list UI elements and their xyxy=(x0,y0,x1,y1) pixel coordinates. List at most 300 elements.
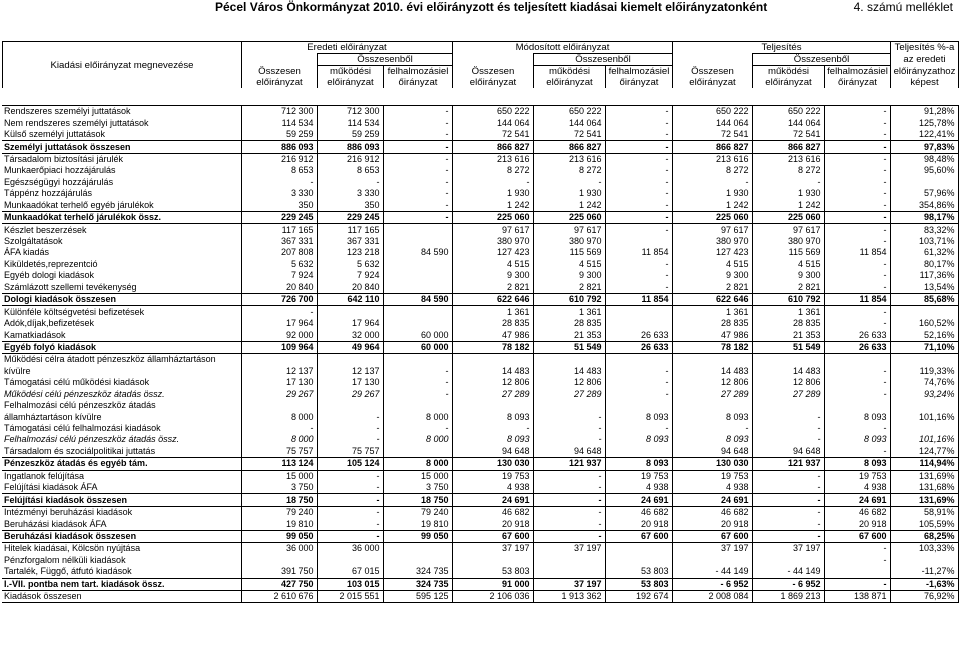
pct-of-original-cell: 83,32% xyxy=(890,224,958,236)
act-mukodesi-cell: - 6 952 xyxy=(752,578,824,590)
mod-felhalm-cell: - xyxy=(605,188,672,199)
mod-total-cell: 650 222 xyxy=(452,106,533,118)
header-total-3: Összesen xyxy=(673,66,753,78)
row-label-cell: Beruházási kiadások összesen xyxy=(2,530,241,542)
orig-felhalm-cell: 324 735 xyxy=(383,566,452,578)
orig-total-cell: 15 000 xyxy=(241,470,317,482)
mod-mukodesi-cell: - xyxy=(533,506,605,518)
pct-of-original-cell: 71,10% xyxy=(890,341,958,353)
mod-felhalm-cell: - xyxy=(605,423,672,434)
orig-total-cell: 59 259 xyxy=(241,129,317,141)
mod-mukodesi-cell: 37 197 xyxy=(533,578,605,590)
pct-of-original-cell: 131,69% xyxy=(890,470,958,482)
header-group-original: Eredeti előirányzat xyxy=(242,42,453,54)
act-felhalm-cell: 67 600 xyxy=(824,530,890,542)
pct-of-original-cell: 98,48% xyxy=(890,153,958,165)
mod-total-cell: 8 093 xyxy=(452,411,533,422)
table-row xyxy=(2,165,958,176)
orig-mukodesi-cell: 59 259 xyxy=(317,129,383,141)
table-row xyxy=(2,400,958,411)
header-mukodesi-3: működési xyxy=(753,66,825,78)
mod-total-cell: 8 272 xyxy=(452,165,533,176)
act-mukodesi-cell: 2 821 xyxy=(752,282,824,294)
orig-mukodesi-cell: 123 218 xyxy=(317,247,383,258)
orig-felhalm-cell xyxy=(383,270,452,281)
orig-total-cell: 75 757 xyxy=(241,446,317,458)
act-mukodesi-cell: 144 064 xyxy=(752,117,824,128)
mod-felhalm-cell: - xyxy=(605,224,672,236)
header-felhalm-3: felhalmozásiel xyxy=(825,66,891,78)
act-mukodesi-cell: 72 541 xyxy=(752,129,824,141)
act-mukodesi-cell: 9 300 xyxy=(752,270,824,281)
act-mukodesi-cell: 27 289 xyxy=(752,389,824,400)
mod-total-cell: - xyxy=(452,423,533,434)
act-mukodesi-cell: 1 361 xyxy=(752,306,824,318)
orig-felhalm-cell xyxy=(383,400,452,411)
mod-felhalm-cell xyxy=(605,446,672,458)
orig-felhalm-cell: 18 750 xyxy=(383,494,452,506)
pct-of-original-cell: 103,71% xyxy=(890,236,958,247)
mod-mukodesi-cell: 1 913 362 xyxy=(533,590,605,602)
table-row xyxy=(2,543,958,555)
orig-felhalm-cell: - xyxy=(383,211,452,223)
orig-felhalm-cell: - xyxy=(383,153,452,165)
mod-felhalm-cell: 46 682 xyxy=(605,506,672,518)
mod-total-cell: 1 930 xyxy=(452,188,533,199)
mod-total-cell: 866 827 xyxy=(452,141,533,153)
orig-felhalm-cell xyxy=(383,318,452,329)
mod-felhalm-cell: - xyxy=(605,377,672,388)
mod-total-cell: 14 483 xyxy=(452,366,533,377)
orig-total-cell: 29 267 xyxy=(241,389,317,400)
orig-total-cell: 99 050 xyxy=(241,530,317,542)
mod-mukodesi-cell: - xyxy=(533,518,605,530)
row-label-cell: Készlet beszerzések xyxy=(4,224,87,235)
orig-mukodesi-cell: - xyxy=(317,470,383,482)
orig-felhalm-cell: 19 810 xyxy=(383,518,452,530)
header-felhalm-3b: őirányzat xyxy=(825,77,891,88)
table-row xyxy=(2,282,958,294)
table-row xyxy=(2,590,958,602)
header-pct-3: előirányzathoz xyxy=(891,66,959,78)
orig-mukodesi-cell xyxy=(317,400,383,411)
table-row xyxy=(2,446,958,458)
row-label-cell: Hitelek kiadásai, Kölcsön nyújtása xyxy=(4,543,141,554)
mod-mukodesi-cell: 1 361 xyxy=(533,306,605,318)
orig-total-cell: 712 300 xyxy=(241,106,317,118)
orig-total-cell: - xyxy=(241,177,317,188)
row-label-cell: Külső személyi juttatások xyxy=(4,129,106,140)
mod-total-cell xyxy=(452,400,533,411)
orig-felhalm-cell xyxy=(383,282,452,294)
mod-total-cell: 213 616 xyxy=(452,153,533,165)
act-felhalm-cell: 19 753 xyxy=(824,470,890,482)
orig-mukodesi-cell: 20 840 xyxy=(317,282,383,294)
orig-felhalm-cell xyxy=(383,259,452,270)
act-felhalm-cell: - xyxy=(824,555,890,566)
act-total-cell: 19 753 xyxy=(672,470,752,482)
mod-mukodesi-cell: 14 483 xyxy=(533,366,605,377)
mod-total-cell: 1 242 xyxy=(452,200,533,212)
act-total-cell: 46 682 xyxy=(672,506,752,518)
orig-mukodesi-cell: 29 267 xyxy=(317,389,383,400)
act-felhalm-cell: - xyxy=(824,106,890,118)
mod-mukodesi-cell: 380 970 xyxy=(533,236,605,247)
orig-total-cell: 886 093 xyxy=(241,141,317,153)
header-felhalm-1: felhalmozásiel xyxy=(384,66,453,78)
mod-mukodesi-cell xyxy=(533,400,605,411)
orig-felhalm-cell: - xyxy=(383,389,452,400)
mod-mukodesi-cell: - xyxy=(533,411,605,422)
mod-felhalm-cell: 26 633 xyxy=(605,341,672,353)
act-felhalm-cell: 20 918 xyxy=(824,518,890,530)
table-row xyxy=(2,482,958,494)
orig-felhalm-cell: 8 000 xyxy=(383,458,452,470)
mod-mukodesi-cell: 213 616 xyxy=(533,153,605,165)
orig-total-cell: 5 632 xyxy=(241,259,317,270)
mod-felhalm-cell: - xyxy=(605,106,672,118)
row-label-cell: ÁFA kiadás xyxy=(4,247,50,258)
mod-mukodesi-cell: 51 549 xyxy=(533,341,605,353)
act-total-cell: 28 835 xyxy=(672,318,752,329)
mod-felhalm-cell: 8 093 xyxy=(605,434,672,445)
orig-total-cell xyxy=(241,400,317,411)
header-mukodesi-1b: előirányzat xyxy=(318,77,384,88)
act-total-cell: - 44 149 xyxy=(672,566,752,578)
orig-felhalm-cell: 60 000 xyxy=(383,341,452,353)
orig-mukodesi-cell: 7 924 xyxy=(317,270,383,281)
mod-total-cell: 2 106 036 xyxy=(452,590,533,602)
pct-of-original-cell: 131,68% xyxy=(890,482,958,494)
table-row xyxy=(2,506,958,518)
mod-felhalm-cell xyxy=(605,400,672,411)
orig-mukodesi-cell: 67 015 xyxy=(317,566,383,578)
mod-mukodesi-cell: 1 242 xyxy=(533,200,605,212)
orig-felhalm-cell xyxy=(383,354,452,366)
orig-mukodesi-cell xyxy=(317,555,383,566)
mod-felhalm-cell: - xyxy=(605,141,672,153)
header-total-1: Összesen xyxy=(242,66,318,78)
orig-mukodesi-cell: 36 000 xyxy=(317,543,383,555)
subtotal-row xyxy=(2,458,958,470)
pct-of-original-cell xyxy=(890,354,958,366)
row-label-cell: kívülre xyxy=(4,365,31,376)
pct-of-original-cell xyxy=(890,400,958,411)
row-label-cell: I.-VII. pontba nem tart. kiadások össz. xyxy=(2,578,241,590)
header-pct-2: az eredeti xyxy=(891,54,959,66)
pct-of-original-cell: -1,63% xyxy=(890,578,958,590)
header-pct-4: képest xyxy=(891,77,959,88)
orig-mukodesi-cell: - xyxy=(317,423,383,434)
mod-felhalm-cell: 53 803 xyxy=(605,578,672,590)
act-total-cell: 8 093 xyxy=(672,434,752,445)
table-row xyxy=(2,153,958,165)
table-row xyxy=(2,270,958,281)
act-felhalm-cell: - xyxy=(824,141,890,153)
pct-of-original-cell: 131,69% xyxy=(890,494,958,506)
act-total-cell: 1 361 xyxy=(672,306,752,318)
act-felhalm-cell: 26 633 xyxy=(824,329,890,341)
header-felhalm-2: felhalmozásiel xyxy=(606,66,673,78)
orig-felhalm-cell: 84 590 xyxy=(383,294,452,306)
pct-of-original-cell: 101,16% xyxy=(890,434,958,445)
subtotal-row xyxy=(2,341,958,353)
orig-total-cell: 7 924 xyxy=(241,270,317,281)
pct-of-original-cell: 125,78% xyxy=(890,117,958,128)
subtotal-row xyxy=(2,211,958,223)
orig-total-cell: 113 124 xyxy=(241,458,317,470)
mod-total-cell: 1 361 xyxy=(452,306,533,318)
act-total-cell: 130 030 xyxy=(672,458,752,470)
pct-of-original-cell: 119,33% xyxy=(890,366,958,377)
act-total-cell: 1 242 xyxy=(672,200,752,212)
act-felhalm-cell: - xyxy=(824,318,890,329)
act-felhalm-cell: - xyxy=(824,543,890,555)
mod-mukodesi-cell: - xyxy=(533,423,605,434)
row-label-cell: Dologi kiadások összesen xyxy=(2,294,241,306)
mod-total-cell xyxy=(452,555,533,566)
act-mukodesi-cell: 51 549 xyxy=(752,341,824,353)
act-mukodesi-cell: 21 353 xyxy=(752,329,824,341)
row-label-cell: Ingatlanok felújítása xyxy=(4,470,85,481)
pct-of-original-cell: 160,52% xyxy=(890,318,958,329)
row-label-cell: Kiküldetés,reprezentció xyxy=(4,258,98,269)
header-total-2: Összesen xyxy=(453,66,534,78)
row-label-cell: államháztartáson kívülre xyxy=(4,411,102,422)
row-label-cell: Beruházási kiadások ÁFA xyxy=(4,518,107,529)
orig-total-cell: 350 xyxy=(241,200,317,212)
act-total-cell: 24 691 xyxy=(672,494,752,506)
act-mukodesi-cell: 94 648 xyxy=(752,446,824,458)
orig-total-cell: 391 750 xyxy=(241,566,317,578)
header-name-col: Kiadási előirányzat megnevezése xyxy=(3,42,242,89)
act-total-cell: 2 008 084 xyxy=(672,590,752,602)
orig-mukodesi-cell: 12 137 xyxy=(317,366,383,377)
act-mukodesi-cell: - xyxy=(752,434,824,445)
mod-total-cell: 47 986 xyxy=(452,329,533,341)
orig-total-cell: 18 750 xyxy=(241,494,317,506)
act-total-cell: 12 806 xyxy=(672,377,752,388)
orig-felhalm-cell xyxy=(383,236,452,247)
mod-felhalm-cell: 8 093 xyxy=(605,458,672,470)
act-mukodesi-cell xyxy=(752,555,824,566)
orig-felhalm-cell: 8 000 xyxy=(383,434,452,445)
table-row xyxy=(2,318,958,329)
mod-total-cell: 622 646 xyxy=(452,294,533,306)
act-total-cell: 72 541 xyxy=(672,129,752,141)
mod-felhalm-cell xyxy=(605,555,672,566)
orig-total-cell xyxy=(241,354,317,366)
mod-mukodesi-cell xyxy=(533,555,605,566)
table-row xyxy=(2,555,958,566)
mod-total-cell: 20 918 xyxy=(452,518,533,530)
mod-mukodesi-cell: 1 930 xyxy=(533,188,605,199)
act-total-cell: 67 600 xyxy=(672,530,752,542)
header-mukodesi-3b: előirányzat xyxy=(753,77,825,88)
mod-mukodesi-cell: 115 569 xyxy=(533,247,605,258)
orig-mukodesi-cell: 367 331 xyxy=(317,236,383,247)
mod-mukodesi-cell: 8 272 xyxy=(533,165,605,176)
mod-mukodesi-cell: 866 827 xyxy=(533,141,605,153)
mod-mukodesi-cell: 121 937 xyxy=(533,458,605,470)
mod-mukodesi-cell: 2 821 xyxy=(533,282,605,294)
mod-mukodesi-cell: - xyxy=(533,434,605,445)
act-felhalm-cell: - xyxy=(824,165,890,176)
act-felhalm-cell: 24 691 xyxy=(824,494,890,506)
orig-felhalm-cell: - xyxy=(383,141,452,153)
row-label-cell: Pénzeszköz átadás és egyéb tám. xyxy=(2,458,241,470)
act-felhalm-cell: 8 093 xyxy=(824,458,890,470)
orig-total-cell: 79 240 xyxy=(241,506,317,518)
orig-total-cell: 20 840 xyxy=(241,282,317,294)
act-total-cell: 622 646 xyxy=(672,294,752,306)
table-row xyxy=(2,423,958,434)
table-row xyxy=(2,129,958,141)
subtotal-row xyxy=(2,530,958,542)
mod-felhalm-cell: 11 854 xyxy=(605,247,672,258)
orig-mukodesi-cell xyxy=(317,354,383,366)
mod-total-cell: 37 197 xyxy=(452,543,533,555)
subtotal-row xyxy=(2,578,958,590)
pct-of-original-cell: 124,77% xyxy=(890,446,958,458)
row-label-cell: Felújítási kiadások ÁFA xyxy=(4,482,98,493)
mod-felhalm-cell: - xyxy=(605,366,672,377)
pct-of-original-cell: 101,16% xyxy=(890,411,958,422)
act-felhalm-cell xyxy=(824,566,890,578)
act-total-cell xyxy=(672,555,752,566)
row-label-cell: Támogatási célú működési kiadások xyxy=(4,377,150,388)
pct-of-original-cell: 98,17% xyxy=(890,211,958,223)
orig-mukodesi-cell: 216 912 xyxy=(317,153,383,165)
act-mukodesi-cell: 14 483 xyxy=(752,366,824,377)
mod-total-cell: 144 064 xyxy=(452,117,533,128)
orig-mukodesi-cell: - xyxy=(317,494,383,506)
row-label-cell: Nem rendszeres személyi juttatások xyxy=(4,117,149,128)
orig-total-cell: 19 810 xyxy=(241,518,317,530)
orig-felhalm-cell xyxy=(383,306,452,318)
act-mukodesi-cell: 8 272 xyxy=(752,165,824,176)
header-group-modified: Módosított előirányzat xyxy=(453,42,673,54)
act-mukodesi-cell: 1 869 213 xyxy=(752,590,824,602)
act-felhalm-cell: 11 854 xyxy=(824,247,890,258)
mod-mukodesi-cell: 72 541 xyxy=(533,129,605,141)
orig-total-cell: 3 750 xyxy=(241,482,317,494)
act-felhalm-cell: - xyxy=(824,177,890,188)
mod-total-cell: 4 515 xyxy=(452,259,533,270)
act-felhalm-cell: - xyxy=(824,270,890,281)
orig-total-cell: 109 964 xyxy=(241,341,317,353)
mod-total-cell: 72 541 xyxy=(452,129,533,141)
table-row xyxy=(2,518,958,530)
orig-felhalm-cell: 8 000 xyxy=(383,411,452,422)
mod-mukodesi-cell: - xyxy=(533,494,605,506)
row-label-cell: Egészségügyi hozzájárulás xyxy=(4,176,114,187)
mod-total-cell: 24 691 xyxy=(452,494,533,506)
orig-total-cell: 92 000 xyxy=(241,329,317,341)
mod-felhalm-cell: - xyxy=(605,177,672,188)
orig-felhalm-cell xyxy=(383,543,452,555)
orig-mukodesi-cell: - xyxy=(317,518,383,530)
act-felhalm-cell: - xyxy=(824,282,890,294)
act-total-cell: 2 821 xyxy=(672,282,752,294)
row-label-cell: Felújítási kiadások összesen xyxy=(2,494,241,506)
mod-felhalm-cell xyxy=(605,318,672,329)
orig-mukodesi-cell: - xyxy=(317,411,383,422)
orig-total-cell: 427 750 xyxy=(241,578,317,590)
orig-total-cell: 2 610 676 xyxy=(241,590,317,602)
act-total-cell: - xyxy=(672,177,752,188)
orig-total-cell: - xyxy=(241,423,317,434)
act-mukodesi-cell: 213 616 xyxy=(752,153,824,165)
data-table xyxy=(2,105,959,603)
act-felhalm-cell: 8 093 xyxy=(824,411,890,422)
table-row xyxy=(2,188,958,199)
orig-total-cell: 17 964 xyxy=(241,318,317,329)
act-mukodesi-cell: - xyxy=(752,482,824,494)
pct-of-original-cell: 74,76% xyxy=(890,377,958,388)
mod-mukodesi-cell: 610 792 xyxy=(533,294,605,306)
row-label-cell: Kamatkiadások xyxy=(4,329,66,340)
act-total-cell: 97 617 xyxy=(672,224,752,236)
mod-felhalm-cell: 192 674 xyxy=(605,590,672,602)
act-mukodesi-cell: - xyxy=(752,177,824,188)
orig-felhalm-cell: 79 240 xyxy=(383,506,452,518)
header-pct-1: Teljesítés %-a xyxy=(891,42,959,54)
mod-felhalm-cell: 53 803 xyxy=(605,566,672,578)
act-total-cell: 1 930 xyxy=(672,188,752,199)
act-felhalm-cell: 8 093 xyxy=(824,434,890,445)
mod-mukodesi-cell: 4 515 xyxy=(533,259,605,270)
act-felhalm-cell: - xyxy=(824,236,890,247)
orig-mukodesi-cell: 642 110 xyxy=(317,294,383,306)
header-mukodesi-2: működési xyxy=(534,66,606,78)
row-label-cell: Szolgáltatások xyxy=(4,236,63,247)
orig-total-cell: 726 700 xyxy=(241,294,317,306)
orig-total-cell xyxy=(241,555,317,566)
act-mukodesi-cell: - xyxy=(752,506,824,518)
row-label-cell: Személyi juttatások összesen xyxy=(2,141,241,153)
orig-felhalm-cell: - xyxy=(383,117,452,128)
row-label-cell: Tartalék, Függő, átfutó kiadások xyxy=(4,566,132,577)
mod-total-cell: 225 060 xyxy=(452,211,533,223)
pct-of-original-cell xyxy=(890,423,958,434)
orig-mukodesi-cell: 17 964 xyxy=(317,318,383,329)
mod-felhalm-cell: - xyxy=(605,389,672,400)
pct-of-original-cell: 61,32% xyxy=(890,247,958,258)
act-felhalm-cell: - xyxy=(824,377,890,388)
header-mukodesi-1: működési xyxy=(318,66,384,78)
row-label-cell: Pénzforgalom nélküli kiadások xyxy=(4,554,126,565)
act-total-cell: 78 182 xyxy=(672,341,752,353)
orig-mukodesi-cell: 49 964 xyxy=(317,341,383,353)
act-mukodesi-cell xyxy=(752,400,824,411)
mod-mukodesi-cell: - xyxy=(533,177,605,188)
orig-mukodesi-cell: 886 093 xyxy=(317,141,383,153)
act-mukodesi-cell: 115 569 xyxy=(752,247,824,258)
orig-total-cell: 229 245 xyxy=(241,211,317,223)
orig-total-cell: - xyxy=(241,306,317,318)
act-total-cell: 8 093 xyxy=(672,411,752,422)
act-total-cell: 127 423 xyxy=(672,247,752,258)
header-subgroup-3: Összesenből xyxy=(753,54,891,66)
act-total-cell: 94 648 xyxy=(672,446,752,458)
mod-felhalm-cell: 67 600 xyxy=(605,530,672,542)
pct-of-original-cell: 93,24% xyxy=(890,389,958,400)
pct-of-original-cell: 103,33% xyxy=(890,543,958,555)
pct-of-original-cell: 114,94% xyxy=(890,458,958,470)
mod-felhalm-cell: - xyxy=(605,117,672,128)
mod-felhalm-cell: - xyxy=(605,211,672,223)
